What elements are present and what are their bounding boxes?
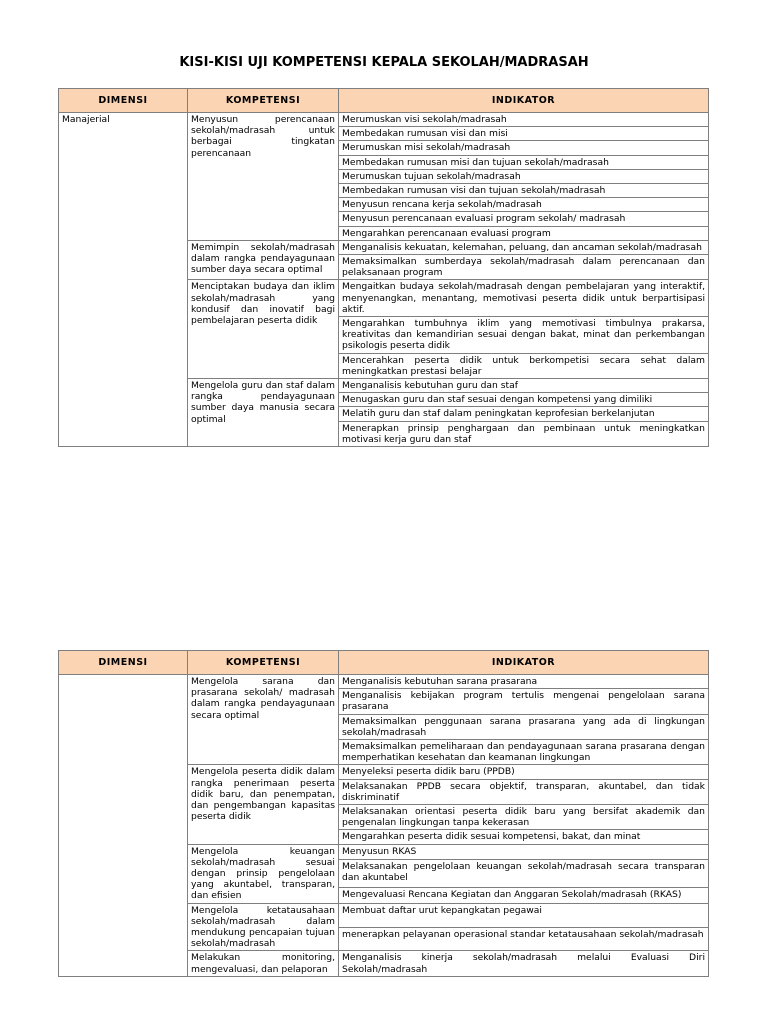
kompetensi-cell: Melakukan monitoring, mengevaluasi, dan pelaporan [188,951,339,976]
indikator-cell: Menerapkan prinsip penghargaan dan pembinaan untuk meningkatkan motivasi kerja guru dan staf [339,421,709,446]
indikator-cell: Menganalisis kinerja sekolah/madrasah melalui Evaluasi Diri Sekolah/madrasah [339,951,709,976]
indikator-cell: Membedakan rumusan visi dan misi [339,127,709,141]
kompetensi-cell: Mengelola sarana dan prasarana sekolah/ madrasah dalam rangka pendayagunaan secara optimal [188,675,339,765]
indikator-cell: Membedakan rumusan misi dan tujuan sekolah/madrasah [339,155,709,169]
header-indikator: INDIKATOR [339,89,709,113]
header-kompetensi: KOMPETENSI [188,89,339,113]
dimensi-cell: Manajerial [59,113,188,447]
header-dimensi: DIMENSI [59,651,188,675]
indikator-cell: Mengarahkan tumbuhnya iklim yang memotivasi timbulnya prakarsa, kreativitas dan kemandirian sesuai dengan bakat, minat dan perkembangan psikologis peserta didik [339,317,709,354]
indikator-cell: Melaksanakan pengelolaan keuangan sekolah/madrasah secara transparan dan akuntabel [339,860,709,888]
indikator-cell: Mencerahkan peserta didik untuk berkompetisi secara sehat dalam meningkatkan prestasi belajar [339,353,709,378]
kompetensi-cell: Mengelola guru dan staf dalam rangka pendayagunaan sumber daya manusia secara optimal [188,379,339,447]
competency-table-1 [58,88,709,447]
indikator-cell: Melaksanakan PPDB secara objektif, transparan, akuntabel, dan tidak diskriminatif [339,779,709,804]
header-dimensi: DIMENSI [59,89,188,113]
indikator-cell: Mengarahkan peserta didik sesuai kompetensi, bakat, dan minat [339,830,709,844]
indikator-cell: Menganalisis kebutuhan sarana prasarana [339,675,709,689]
indikator-cell: Membedakan rumusan visi dan tujuan sekolah/madrasah [339,184,709,198]
indikator-cell: Menganalisis kekuatan, kelemahan, peluang, dan ancaman sekolah/madrasah [339,240,709,254]
indikator-cell: Merumuskan tujuan sekolah/madrasah [339,169,709,183]
dimensi-cell [59,675,188,977]
kompetensi-cell: Menciptakan budaya dan iklim sekolah/madrasah yang kondusif dan inovatif bagi pembelajaran peserta didik [188,280,339,379]
indikator-cell: Menugaskan guru dan staf sesuai dengan kompetensi yang dimiliki [339,393,709,407]
indikator-cell: Membuat daftar urut kepangkatan pegawai [339,903,709,927]
indikator-cell: Merumuskan misi sekolah/madrasah [339,141,709,155]
competency-table-2 [58,650,709,977]
indikator-cell: Menyusun RKAS [339,844,709,860]
indikator-cell: Menyeleksi peserta didik baru (PPDB) [339,765,709,779]
indikator-cell: Mengaitkan budaya sekolah/madrasah dengan pembelajaran yang interaktif, menyenangkan, menantang, memotivasi peserta didik untuk berpartisipasi aktif. [339,280,709,317]
kompetensi-cell: Mengelola ketatausahaan sekolah/madrasah dalam mendukung pencapaian tujuan sekolah/madrasah [188,903,339,951]
indikator-cell: Mengarahkan perencanaan evaluasi program [339,226,709,240]
indikator-cell: Memaksimalkan sumberdaya sekolah/madrasah dalam perencanaan dan pelaksanaan program [339,255,709,280]
indikator-cell: menerapkan pelayanan operasional standar ketatausahaan sekolah/madrasah [339,927,709,951]
indikator-cell: Memaksimalkan pemeliharaan dan pendayagunaan sarana prasarana dengan memperhatikan kesehatan dan keamanan lingkungan [339,740,709,765]
kompetensi-cell: Mengelola keuangan sekolah/madrasah sesuai dengan prinsip pengelolaan yang akuntabel, transparan, dan efisien [188,844,339,903]
header-row [59,89,709,113]
header-row [59,651,709,675]
indikator-cell: Menganalisis kebutuhan guru dan staf [339,379,709,393]
kompetensi-cell: Mengelola peserta didik dalam rangka penerimaan peserta didik baru, dan penempatan, dan pengembangan kapasitas peserta didik [188,765,339,844]
indikator-cell: Melaksanakan orientasi peserta didik baru yang bersifat akademik dan pengenalan lingkungan tanpa kekerasan [339,805,709,830]
table-body [59,113,709,447]
indikator-cell: Menyusun perencanaan evaluasi program sekolah/ madrasah [339,212,709,226]
table-row [59,675,709,689]
document-title: KISI-KISI UJI KOMPETENSI KEPALA SEKOLAH/MADRASAH [179,55,589,70]
indikator-cell: Mengevaluasi Rencana Kegiatan dan Anggaran Sekolah/madrasah (RKAS) [339,888,709,904]
header-indikator: INDIKATOR [339,651,709,675]
table-row [59,113,709,127]
kompetensi-cell: Memimpin sekolah/madrasah dalam rangka pendayagunaan sumber daya secara optimal [188,240,339,280]
indikator-cell: Menyusun rencana kerja sekolah/madrasah [339,198,709,212]
indikator-cell: Memaksimalkan penggunaan sarana prasarana yang ada di lingkungan sekolah/madrasah [339,714,709,739]
indikator-cell: Merumuskan visi sekolah/madrasah [339,113,709,127]
table-body [59,675,709,977]
indikator-cell: Menganalisis kebijakan program tertulis mengenai pengelolaan sarana prasarana [339,689,709,714]
kompetensi-cell: Menyusun perencanaan sekolah/madrasah untuk berbagai tingkatan perencanaan [188,113,339,241]
header-kompetensi: KOMPETENSI [188,651,339,675]
indikator-cell: Melatih guru dan staf dalam peningkatan keprofesian berkelanjutan [339,407,709,421]
